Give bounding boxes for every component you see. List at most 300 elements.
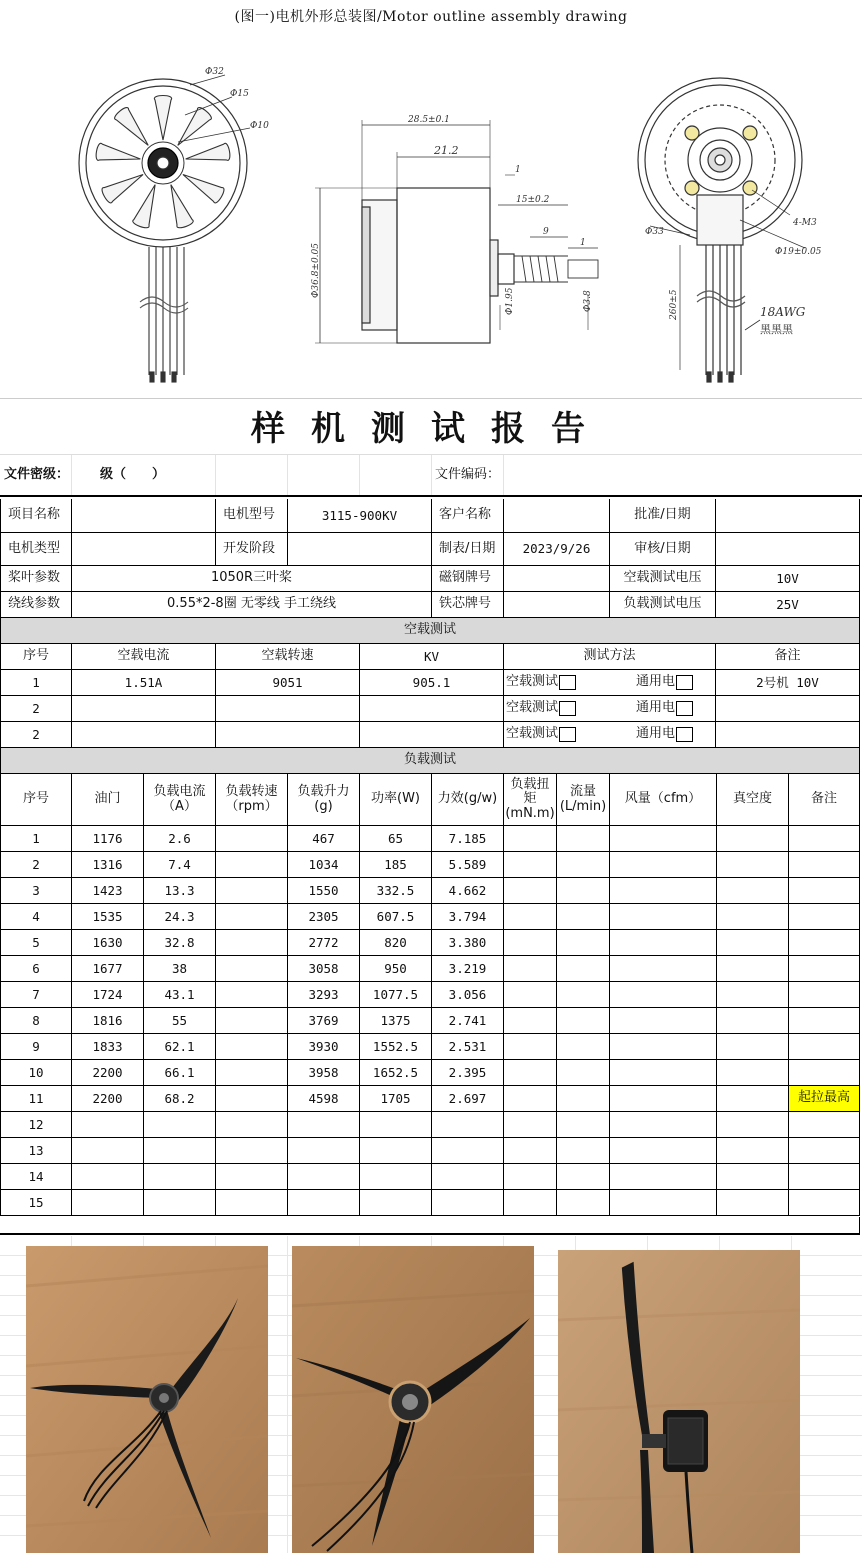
load-cell: 607.5 bbox=[360, 904, 432, 930]
noload-cell-no: 2 bbox=[0, 722, 72, 748]
load-cell bbox=[504, 956, 557, 982]
load-cell bbox=[504, 1164, 557, 1190]
load-cell: 2.531 bbox=[432, 1034, 504, 1060]
load-cell bbox=[216, 982, 288, 1008]
report-title: 样机测试报告 bbox=[0, 399, 862, 455]
dim-length-body: 21.2 bbox=[434, 144, 459, 157]
dim-shaft-d2: Φ3.8 bbox=[583, 290, 593, 312]
load-cell: 4 bbox=[0, 904, 72, 930]
load-table-row bbox=[0, 852, 862, 878]
load-cell bbox=[72, 1112, 144, 1138]
type-label: 电机类型 bbox=[0, 533, 72, 566]
prop-label: 桨叶参数 bbox=[0, 566, 72, 592]
noload-voltage-value[interactable]: 10V bbox=[716, 566, 860, 592]
load-cell bbox=[610, 1086, 717, 1112]
load-cell: 3293 bbox=[288, 982, 360, 1008]
load-cell: 2305 bbox=[288, 904, 360, 930]
load-cell bbox=[216, 904, 288, 930]
stator-slot bbox=[113, 106, 155, 151]
method-noload-checkbox[interactable] bbox=[559, 727, 576, 742]
test-method-cell bbox=[504, 722, 716, 748]
method-noload-label: 空载测试 bbox=[506, 700, 559, 715]
motor-outline-drawing bbox=[0, 30, 862, 396]
load-cell bbox=[789, 1164, 860, 1190]
load-cell: 2200 bbox=[72, 1060, 144, 1086]
load-cell bbox=[610, 1112, 717, 1138]
stator-slot bbox=[132, 182, 163, 230]
load-cell bbox=[557, 1008, 610, 1034]
noload-header: KV bbox=[360, 644, 504, 670]
load-voltage-value[interactable]: 25V bbox=[716, 592, 860, 618]
load-cell: 1705 bbox=[360, 1086, 432, 1112]
load-cell bbox=[610, 1008, 717, 1034]
load-cell: 3 bbox=[0, 878, 72, 904]
load-cell bbox=[557, 1060, 610, 1086]
magnet-label: 磁钢牌号 bbox=[432, 566, 504, 592]
load-cell bbox=[216, 1190, 288, 1216]
load-cell bbox=[610, 1164, 717, 1190]
info-row-4 bbox=[0, 592, 862, 618]
load-cell bbox=[717, 1086, 789, 1112]
photo-strip bbox=[0, 1236, 862, 1553]
load-table-row bbox=[0, 930, 862, 956]
load-cell: 1535 bbox=[72, 904, 144, 930]
load-cell: 1316 bbox=[72, 852, 144, 878]
drawing-title: (图一)电机外形总装图/Motor outline assembly drawing bbox=[234, 9, 628, 25]
dim-gap: 1 bbox=[515, 165, 521, 175]
load-cell bbox=[216, 1034, 288, 1060]
load-table-row bbox=[0, 956, 862, 982]
load-cell bbox=[216, 1086, 288, 1112]
load-header-cell: 力效(g/w) bbox=[432, 774, 504, 826]
load-cell: 65 bbox=[360, 826, 432, 852]
made-label: 制表/日期 bbox=[432, 533, 504, 566]
noload-cell-note bbox=[716, 722, 860, 748]
load-cell bbox=[216, 1112, 288, 1138]
load-header-cell: 负载升力(g) bbox=[288, 774, 360, 826]
dim-d33: Φ33 bbox=[645, 227, 664, 237]
load-cell bbox=[789, 904, 860, 930]
load-cell: 68.2 bbox=[144, 1086, 216, 1112]
load-cell: 1034 bbox=[288, 852, 360, 878]
load-cell bbox=[557, 878, 610, 904]
magnet-value[interactable] bbox=[504, 566, 610, 592]
customer-value[interactable] bbox=[504, 499, 610, 533]
load-cell bbox=[288, 1138, 360, 1164]
security-level: 级（ ） bbox=[72, 455, 216, 495]
noload-cell-no: 1 bbox=[0, 670, 72, 696]
load-cell bbox=[789, 1060, 860, 1086]
noload-cell-kv bbox=[360, 722, 504, 748]
load-cell: 1375 bbox=[360, 1008, 432, 1034]
load-header-cell: 负载转速（rpm） bbox=[216, 774, 288, 826]
method-general-checkbox[interactable] bbox=[676, 727, 693, 742]
load-cell: 1077.5 bbox=[360, 982, 432, 1008]
load-cell bbox=[789, 982, 860, 1008]
load-header-cell: 备注 bbox=[789, 774, 860, 826]
motor-side-view-photo bbox=[558, 1250, 800, 1553]
load-header-cell: 负载电流（A） bbox=[144, 774, 216, 826]
noload-cell-note: 2号机 10V bbox=[716, 670, 860, 696]
stator-slot bbox=[184, 143, 231, 168]
load-cell: 3930 bbox=[288, 1034, 360, 1060]
dim-lead-length: 260±5 bbox=[669, 289, 679, 320]
motor-with-propeller-photo bbox=[26, 1246, 268, 1553]
load-cell bbox=[504, 878, 557, 904]
method-general-checkbox[interactable] bbox=[676, 701, 693, 716]
load-cell bbox=[610, 826, 717, 852]
load-table-row bbox=[0, 878, 862, 904]
load-cell: 332.5 bbox=[360, 878, 432, 904]
load-cell: 12 bbox=[0, 1112, 72, 1138]
noload-cell-speed: 9051 bbox=[216, 670, 360, 696]
load-table-row bbox=[0, 982, 862, 1008]
load-cell bbox=[717, 1190, 789, 1216]
load-cell: 3.380 bbox=[432, 930, 504, 956]
dim-shaft-9: 9 bbox=[543, 227, 549, 237]
load-cell: 7.4 bbox=[144, 852, 216, 878]
test-method-cell bbox=[504, 670, 716, 696]
load-cell bbox=[557, 1112, 610, 1138]
noload-cell-no: 2 bbox=[0, 696, 72, 722]
code-label: 文件编码： bbox=[432, 455, 504, 495]
load-cell bbox=[144, 1138, 216, 1164]
noload-header: 空载电流 bbox=[72, 644, 216, 670]
load-cell bbox=[610, 852, 717, 878]
noload-header: 备注 bbox=[716, 644, 860, 670]
method-noload-checkbox[interactable] bbox=[559, 675, 576, 690]
load-cell bbox=[610, 904, 717, 930]
method-general-label: 通用电 bbox=[635, 700, 675, 715]
load-cell bbox=[360, 1164, 432, 1190]
load-cell bbox=[717, 1164, 789, 1190]
method-noload-label: 空载测试 bbox=[506, 674, 559, 689]
method-general-label: 通用电 bbox=[635, 726, 675, 741]
load-cell bbox=[216, 1164, 288, 1190]
prop-value[interactable]: 1050R三叶桨 bbox=[72, 566, 432, 592]
load-cell: 13.3 bbox=[144, 878, 216, 904]
security-label: 文件密级： bbox=[0, 455, 72, 495]
load-header-cell: 真空度 bbox=[717, 774, 789, 826]
model-value[interactable]: 3115-900KV bbox=[288, 499, 432, 533]
dim-shaft-1: 1 bbox=[580, 238, 586, 248]
stage-value[interactable] bbox=[288, 533, 432, 566]
load-cell bbox=[717, 1112, 789, 1138]
noload-cell-current bbox=[72, 696, 216, 722]
load-cell: 3.056 bbox=[432, 982, 504, 1008]
load-cell bbox=[789, 878, 860, 904]
load-cell bbox=[557, 930, 610, 956]
load-header-cell: 功率(W) bbox=[360, 774, 432, 826]
load-cell: 5 bbox=[0, 930, 72, 956]
load-cell: 32.8 bbox=[144, 930, 216, 956]
method-general-checkbox[interactable] bbox=[676, 675, 693, 690]
load-cell bbox=[557, 1190, 610, 1216]
load-cell bbox=[557, 1138, 610, 1164]
noload-cell-kv: 905.1 bbox=[360, 670, 504, 696]
load-cell: 7 bbox=[0, 982, 72, 1008]
load-cell bbox=[717, 982, 789, 1008]
load-cell bbox=[789, 956, 860, 982]
load-cell bbox=[72, 1190, 144, 1216]
noload-header-row bbox=[0, 644, 862, 670]
load-cell: 55 bbox=[144, 1008, 216, 1034]
load-cell: 66.1 bbox=[144, 1060, 216, 1086]
dim-shaft-d1: Φ1.95 bbox=[505, 287, 515, 315]
review-label: 审核/日期 bbox=[610, 533, 716, 566]
motor-drawing-svg bbox=[0, 30, 862, 396]
noload-cell-kv bbox=[360, 696, 504, 722]
load-cell: 14 bbox=[0, 1164, 72, 1190]
project-value[interactable] bbox=[72, 499, 216, 533]
load-cell bbox=[789, 1112, 860, 1138]
load-cell: 3.794 bbox=[432, 904, 504, 930]
noload-section-title: 空载测试 bbox=[0, 618, 860, 644]
load-cell: 1833 bbox=[72, 1034, 144, 1060]
stator-slot bbox=[163, 182, 194, 230]
load-header-cell: 负载扭矩(mN.m) bbox=[504, 774, 557, 826]
load-cell bbox=[504, 1190, 557, 1216]
load-cell: 1816 bbox=[72, 1008, 144, 1034]
dim-shaft-15: 15±0.2 bbox=[516, 195, 550, 205]
load-cell bbox=[610, 1190, 717, 1216]
report-meta-row bbox=[0, 455, 862, 497]
info-row-2 bbox=[0, 533, 862, 566]
info-row-1 bbox=[0, 499, 862, 533]
load-cell: 1652.5 bbox=[360, 1060, 432, 1086]
load-table-row bbox=[0, 1060, 862, 1086]
load-cell: 8 bbox=[0, 1008, 72, 1034]
load-cell bbox=[610, 956, 717, 982]
load-header-cell: 风量（cfm） bbox=[610, 774, 717, 826]
load-cell: 2.6 bbox=[144, 826, 216, 852]
stator-slot bbox=[179, 167, 226, 204]
load-table-row bbox=[0, 904, 862, 930]
load-cell bbox=[717, 852, 789, 878]
load-cell bbox=[789, 1034, 860, 1060]
load-cell: 11 bbox=[0, 1086, 72, 1112]
load-cell bbox=[216, 1008, 288, 1034]
load-cell bbox=[557, 852, 610, 878]
load-cell bbox=[717, 1008, 789, 1034]
load-cell bbox=[504, 1008, 557, 1034]
noload-table-row bbox=[0, 670, 862, 696]
load-table-row bbox=[0, 1034, 862, 1060]
load-table-row bbox=[0, 826, 862, 852]
load-cell bbox=[504, 1086, 557, 1112]
load-cell bbox=[610, 1060, 717, 1086]
load-cell: 1724 bbox=[72, 982, 144, 1008]
load-cell bbox=[717, 1034, 789, 1060]
load-cell bbox=[610, 1034, 717, 1060]
load-header-cell: 流量(L/min) bbox=[557, 774, 610, 826]
dim-m3: 4-M3 bbox=[793, 218, 817, 228]
dim-wire-color: 黑黑黑 bbox=[760, 323, 793, 336]
load-cell bbox=[610, 878, 717, 904]
load-cell: 2200 bbox=[72, 1086, 144, 1112]
load-cell: 7.185 bbox=[432, 826, 504, 852]
load-cell bbox=[216, 956, 288, 982]
load-cell: 4.662 bbox=[432, 878, 504, 904]
load-cell: 38 bbox=[144, 956, 216, 982]
load-table-row bbox=[0, 1008, 862, 1034]
load-cell bbox=[360, 1138, 432, 1164]
load-cell bbox=[717, 904, 789, 930]
load-cell: 2772 bbox=[288, 930, 360, 956]
dim-body-diameter: Φ36.8±0.05 bbox=[311, 243, 321, 298]
noload-voltage-label: 空载测试电压 bbox=[610, 566, 716, 592]
load-cell bbox=[216, 826, 288, 852]
project-label: 项目名称 bbox=[0, 499, 72, 533]
load-cell bbox=[789, 930, 860, 956]
dim-d19: Φ19±0.05 bbox=[775, 247, 822, 257]
load-cell bbox=[504, 826, 557, 852]
load-cell: 950 bbox=[360, 956, 432, 982]
load-cell bbox=[360, 1112, 432, 1138]
dim-awg: 18AWG bbox=[760, 305, 806, 319]
load-cell bbox=[144, 1112, 216, 1138]
note-highlight: 起拉最高 bbox=[789, 1086, 860, 1112]
load-cell: 62.1 bbox=[144, 1034, 216, 1060]
load-cell bbox=[216, 930, 288, 956]
model-label: 电机型号 bbox=[216, 499, 288, 533]
load-cell: 820 bbox=[360, 930, 432, 956]
load-cell bbox=[557, 1034, 610, 1060]
made-value[interactable]: 2023/9/26 bbox=[504, 533, 610, 566]
noload-table-row bbox=[0, 722, 862, 748]
load-cell bbox=[288, 1112, 360, 1138]
load-cell bbox=[432, 1164, 504, 1190]
noload-cell-note bbox=[716, 696, 860, 722]
load-cell bbox=[504, 1034, 557, 1060]
load-voltage-label: 负载测试电压 bbox=[610, 592, 716, 618]
noload-cell-current bbox=[72, 722, 216, 748]
core-value[interactable] bbox=[504, 592, 610, 618]
load-table-row bbox=[0, 1138, 862, 1164]
load-cell: 2.395 bbox=[432, 1060, 504, 1086]
stator-slot bbox=[95, 143, 142, 168]
approve-label: 批准/日期 bbox=[610, 499, 716, 533]
load-table-row bbox=[0, 1086, 862, 1112]
load-cell bbox=[557, 904, 610, 930]
load-cell bbox=[216, 852, 288, 878]
load-cell bbox=[717, 1060, 789, 1086]
noload-section-row bbox=[0, 618, 862, 644]
load-cell bbox=[504, 904, 557, 930]
noload-cell-speed bbox=[216, 722, 360, 748]
load-cell bbox=[789, 1008, 860, 1034]
load-cell bbox=[72, 1138, 144, 1164]
approve-value[interactable] bbox=[716, 499, 860, 533]
noload-header: 测试方法 bbox=[504, 644, 716, 670]
dim-d10: Φ10 bbox=[250, 121, 269, 131]
load-cell bbox=[504, 1138, 557, 1164]
load-table-row bbox=[0, 1164, 862, 1190]
stage-label: 开发阶段 bbox=[216, 533, 288, 566]
sample-test-report bbox=[0, 398, 862, 1234]
load-cell bbox=[288, 1164, 360, 1190]
dim-d32: Φ32 bbox=[205, 67, 224, 77]
method-noload-label: 空载测试 bbox=[506, 726, 559, 741]
load-cell: 15 bbox=[0, 1190, 72, 1216]
load-cell: 10 bbox=[0, 1060, 72, 1086]
motor-with-propeller-photo bbox=[292, 1246, 534, 1553]
load-cell bbox=[432, 1138, 504, 1164]
load-cell bbox=[717, 930, 789, 956]
load-cell: 13 bbox=[0, 1138, 72, 1164]
load-cell: 24.3 bbox=[144, 904, 216, 930]
load-header-cell: 序号 bbox=[0, 774, 72, 826]
noload-header: 序号 bbox=[0, 644, 72, 670]
load-cell: 2.697 bbox=[432, 1086, 504, 1112]
load-cell bbox=[610, 982, 717, 1008]
load-cell: 3.219 bbox=[432, 956, 504, 982]
load-cell bbox=[557, 982, 610, 1008]
info-row-3 bbox=[0, 566, 862, 592]
load-cell bbox=[144, 1164, 216, 1190]
noload-cell-current: 1.51A bbox=[72, 670, 216, 696]
review-value[interactable] bbox=[716, 533, 860, 566]
winding-value[interactable]: 0.55*2-8圈 无零线 手工绕线 bbox=[72, 592, 432, 618]
load-header-row bbox=[0, 774, 862, 826]
dim-length-total: 28.5±0.1 bbox=[408, 115, 450, 125]
load-cell: 2.741 bbox=[432, 1008, 504, 1034]
load-cell bbox=[504, 930, 557, 956]
load-cell bbox=[216, 1060, 288, 1086]
load-cell: 5.589 bbox=[432, 852, 504, 878]
stator-slot bbox=[154, 96, 171, 141]
load-cell bbox=[717, 956, 789, 982]
type-value[interactable] bbox=[72, 533, 216, 566]
load-cell: 1630 bbox=[72, 930, 144, 956]
load-cell: 467 bbox=[288, 826, 360, 852]
load-section-row bbox=[0, 748, 862, 774]
load-cell: 2 bbox=[0, 852, 72, 878]
load-cell: 9 bbox=[0, 1034, 72, 1060]
method-general-label: 通用电 bbox=[635, 674, 675, 689]
load-cell bbox=[504, 1112, 557, 1138]
load-cell bbox=[557, 956, 610, 982]
load-cell: 3058 bbox=[288, 956, 360, 982]
load-cell bbox=[360, 1190, 432, 1216]
load-cell bbox=[432, 1190, 504, 1216]
load-cell bbox=[717, 1138, 789, 1164]
load-cell: 1552.5 bbox=[360, 1034, 432, 1060]
dim-d15: Φ15 bbox=[230, 89, 249, 99]
load-cell bbox=[288, 1190, 360, 1216]
load-cell bbox=[557, 1164, 610, 1190]
stator-slot bbox=[100, 167, 147, 204]
load-table-row bbox=[0, 1190, 862, 1216]
load-cell: 3958 bbox=[288, 1060, 360, 1086]
noload-cell-speed bbox=[216, 696, 360, 722]
load-cell: 1550 bbox=[288, 878, 360, 904]
load-cell bbox=[789, 1138, 860, 1164]
load-cell bbox=[610, 1138, 717, 1164]
load-cell: 1176 bbox=[72, 826, 144, 852]
load-cell bbox=[789, 852, 860, 878]
method-noload-checkbox[interactable] bbox=[559, 701, 576, 716]
noload-table-row bbox=[0, 696, 862, 722]
test-method-cell bbox=[504, 696, 716, 722]
customer-label: 客户名称 bbox=[432, 499, 504, 533]
core-label: 铁芯牌号 bbox=[432, 592, 504, 618]
load-cell bbox=[216, 1138, 288, 1164]
load-header-cell: 油门 bbox=[72, 774, 144, 826]
load-cell: 1677 bbox=[72, 956, 144, 982]
load-table-row bbox=[0, 1112, 862, 1138]
load-cell bbox=[557, 1086, 610, 1112]
